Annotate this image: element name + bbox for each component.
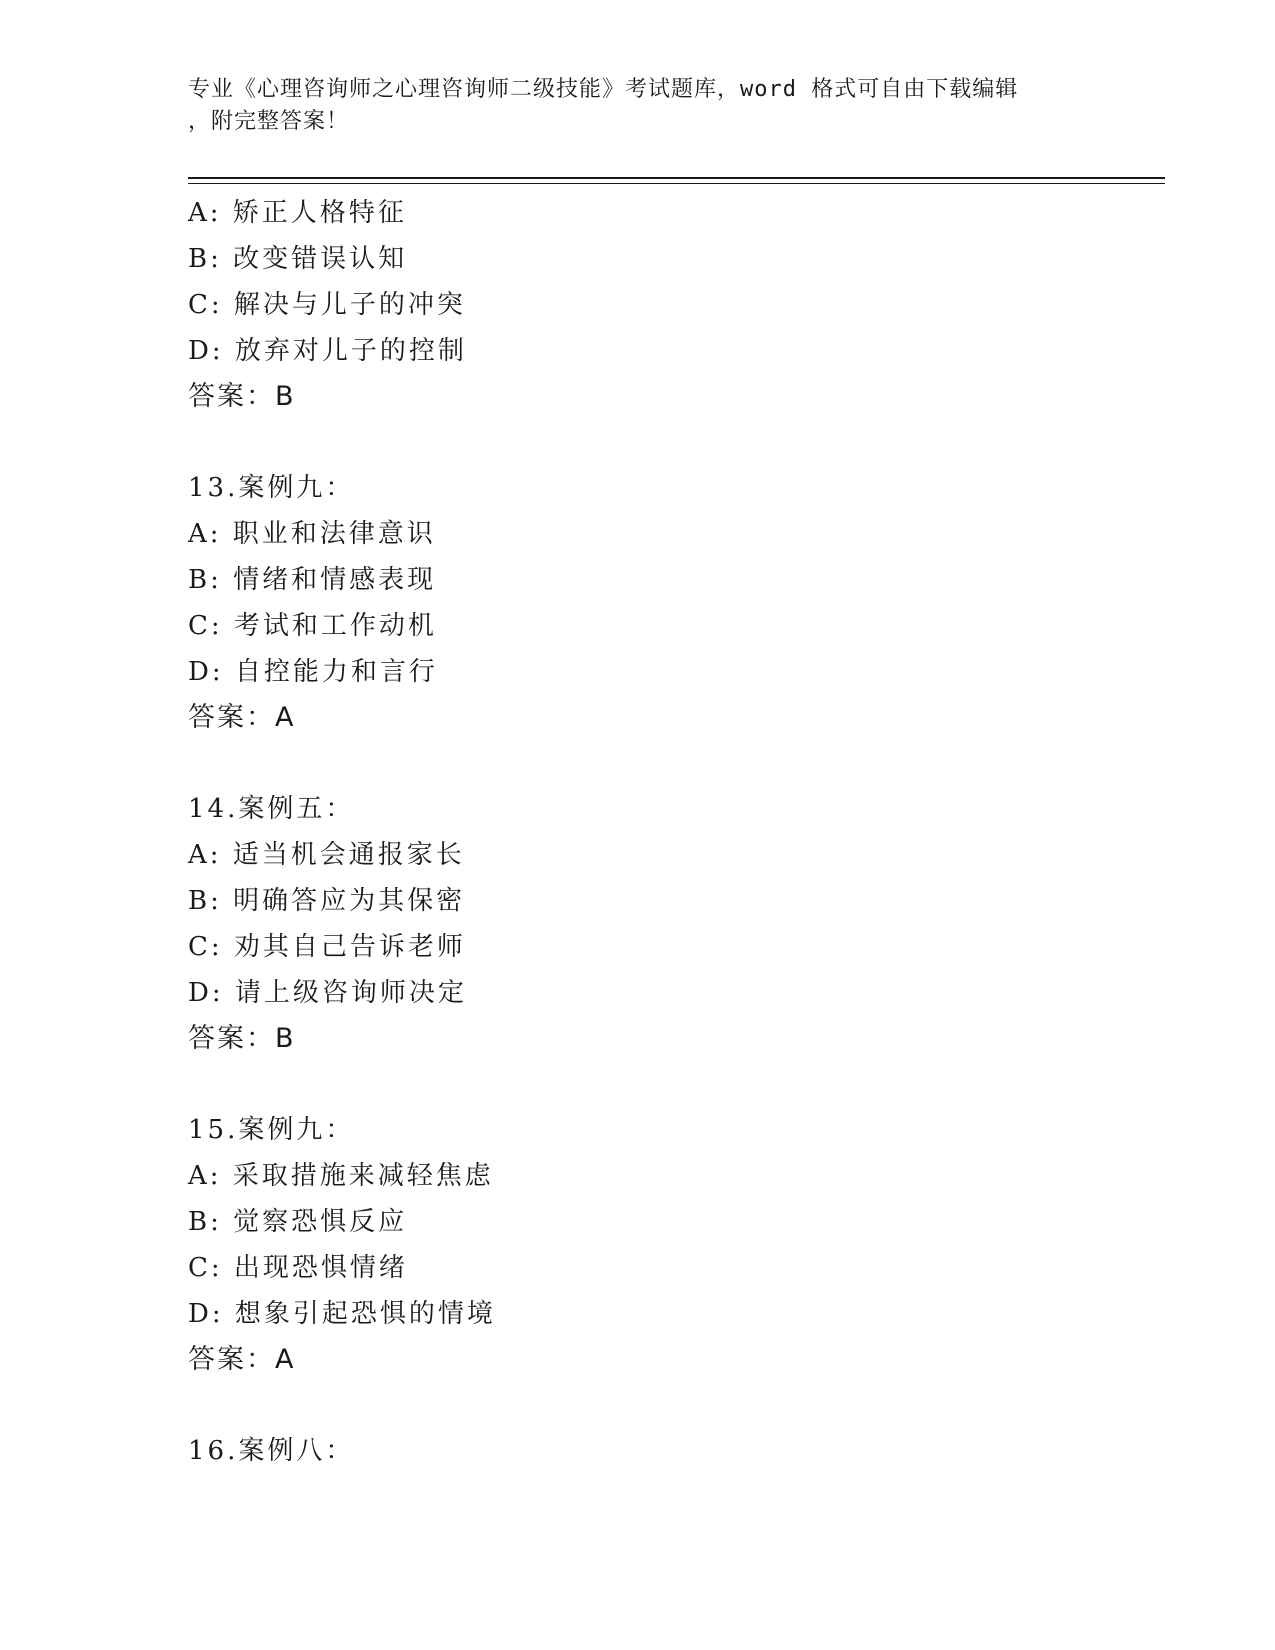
- question-block: [188, 786, 1165, 1062]
- block-spacer: [188, 420, 1165, 465]
- answer-line: 答案：B: [188, 1023, 296, 1054]
- option-d: D: 自控能力和言行: [188, 657, 438, 687]
- question-block: [188, 1107, 1165, 1383]
- question-block: [188, 465, 1165, 741]
- option-a: A: 采取措施来减轻焦虑: [188, 1161, 494, 1191]
- option-b: B: 觉察恐惧反应: [188, 1207, 408, 1237]
- option-c: C: 劝其自己告诉老师: [188, 932, 466, 962]
- block-spacer: [188, 1383, 1165, 1428]
- option-b: B: 情绪和情感表现: [188, 565, 437, 595]
- question-title: 14.案例五：: [188, 794, 355, 824]
- question-list: [188, 190, 1165, 1474]
- header-subtitle-line: ，附完整答案！: [188, 109, 350, 134]
- header-divider-thin: [188, 183, 1165, 184]
- question-block: [188, 190, 1165, 420]
- option-c: C: 解决与儿子的冲突: [188, 290, 466, 320]
- answer-line: 答案：A: [188, 702, 296, 733]
- header-divider-thick: [188, 177, 1165, 179]
- option-a: A: 矫正人格特征: [188, 198, 407, 228]
- block-spacer: [188, 1062, 1165, 1107]
- option-c: C: 出现恐惧情绪: [188, 1253, 408, 1283]
- option-d: D: 请上级咨询师决定: [188, 978, 467, 1008]
- question-title: 15.案例九：: [188, 1115, 355, 1145]
- answer-line: 答案：B: [188, 381, 296, 412]
- answer-line: 答案：A: [188, 1344, 296, 1375]
- question-block: [188, 1428, 1165, 1474]
- document-header: [188, 74, 1088, 138]
- option-b: B: 改变错误认知: [188, 244, 408, 274]
- question-title: 13.案例九：: [188, 473, 355, 503]
- option-b: B: 明确答应为其保密: [188, 886, 466, 916]
- option-a: A: 适当机会通报家长: [188, 840, 465, 870]
- header-title-line: 专业《心理咨询师之心理咨询师二级技能》考试题库，word 格式可自由下载编辑: [188, 77, 1019, 102]
- question-title: 16.案例八：: [188, 1436, 355, 1466]
- option-d: D: 想象引起恐惧的情境: [188, 1299, 496, 1329]
- block-spacer: [188, 741, 1165, 786]
- option-d: D: 放弃对儿子的控制: [188, 336, 467, 366]
- option-c: C: 考试和工作动机: [188, 611, 437, 641]
- option-a: A: 职业和法律意识: [188, 519, 436, 549]
